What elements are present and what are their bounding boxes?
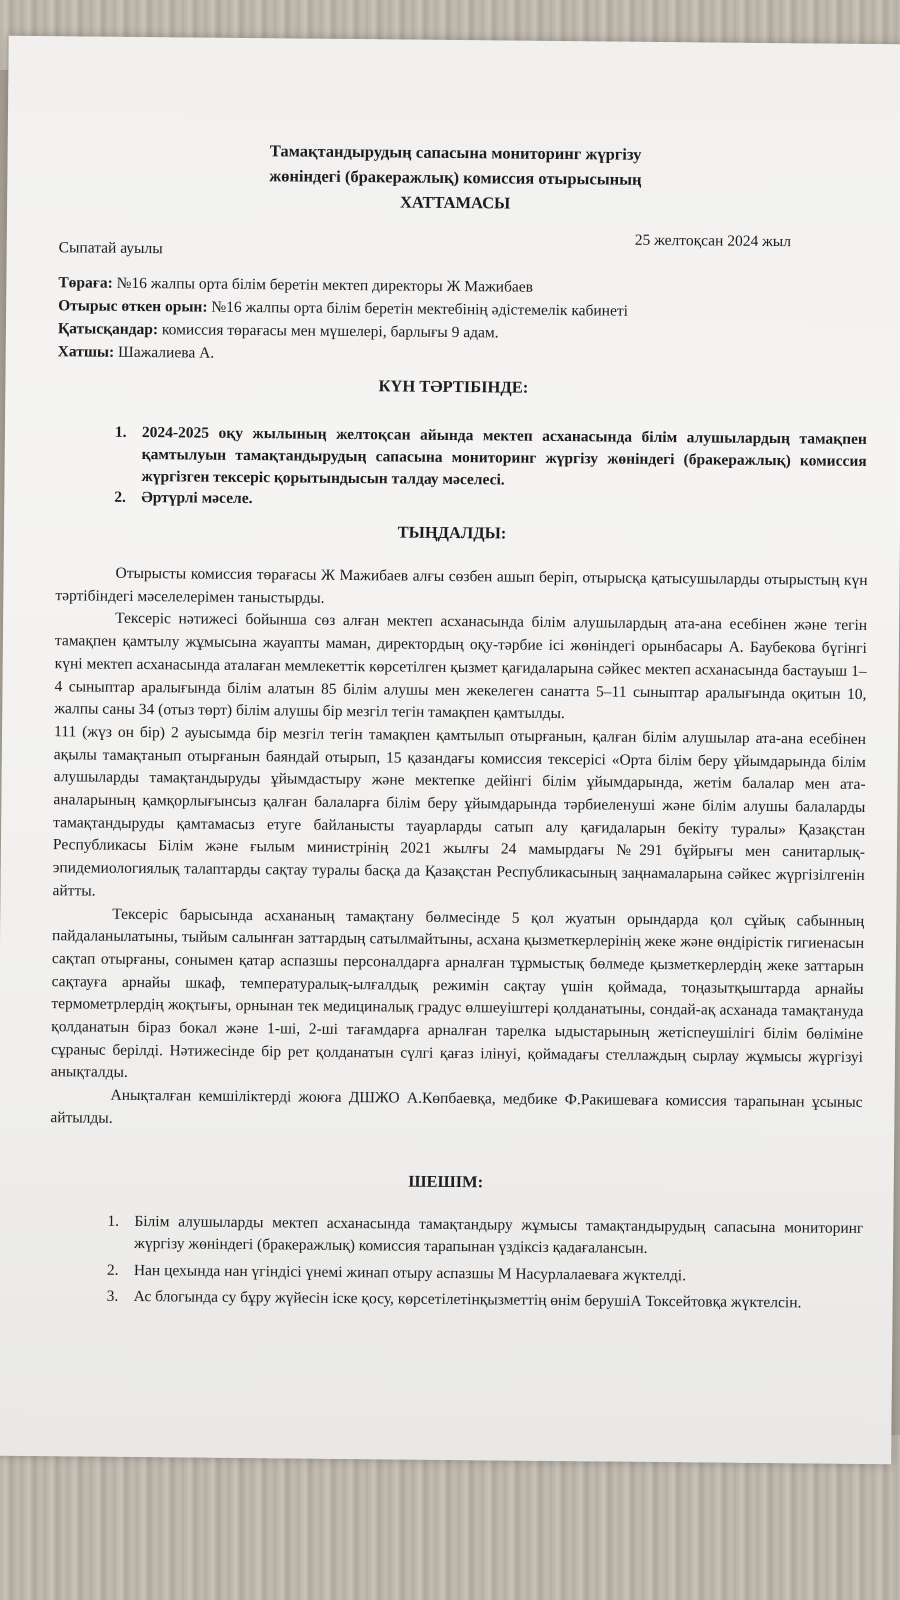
agenda-item-number: 2. [114,488,127,506]
paragraph: Тексеріс барысында асхананың тамақтану бөлмесінде 5 қол жуатын орындарда қол сұйық сабынның пайдаланылатыны, тыйым салынған заттардың сатылмайтыны, асхана қызметкерлерінің жеке және өндірістік гигиенасын сақтап отырғаны, сонымен қатар аспазшы персоналдарға арналған тұрмыстық бөлмеде қызметкерлердің жеке заттарын сақтауға арнайы шкаф, температуралық-ылғалдық режимін сақтау үшін қоймада, тоңазытқыштарда арнайы термометрлердің жоқтығы, орнынан тек медициналық градус өлшеуіштері қолданатыны, сондай-ақ асханада тамақтануда қолданатын біраз бокал және 1-ші, 2-ші тағамдарға арналған тарелка ыдыстарының жетіспеушілігі білім бөліміне сұраныс берілді. Нәтижесінде бір рет қолданатын сүлгі қағаз ілінуі, қоймадағы стеллаждың сырлау жұмысы жүргізуі анықталды. [50,905,865,1082]
decision-item-number: 1. [107,1212,120,1230]
secretary-line [58,343,215,363]
document-page [0,36,900,1465]
decision-item-text: Нан цехында нан үгіндісі үнемі жинап отыру аспазшы М Насурлалаеваға жүктелді. [133,1261,687,1285]
chair-line [58,274,533,297]
decision-item-text: Ас блогында су бұру жүйесін іске қосу, көрсетілетінқызметтің өнім берушіА Токсейтовқа жүктелсін. [133,1287,802,1312]
document-date: 25 желтоқсан 2024 жыл [634,231,792,251]
secretary-value: Шажалиева А. [114,343,215,362]
document-title-line-1: Тамақтандырудың сапасына мониторинг жүргізу [269,141,642,164]
place-label: Отырыс өткен орын: [58,297,208,316]
participants-label: Қатысқандар: [57,320,159,339]
village-name: Сыпатай ауылы [58,239,163,258]
place-line [58,297,628,320]
paragraph: Отырысты комиссия төрағасы Ж Мажибаев алғы сөзбен ашып беріп, отырысқа қатысушыларды отырыстың күн тәртібіндегі мәселелерімен таныстырды. [55,564,868,607]
chair-value: №16 жалпы орта білім беретін мектеп директоры Ж Мажибаев [112,274,534,296]
paragraph: 111 (жүз он бір) 2 ауысымда бір мезгіл тегін тамақпен қамтылып отырғанын, қалған білім алушылар ата-ана есебінен ақылы тамақтанып отырғанын баяндай отырып, 15 қазандағы комиссия тексерісі «Орта білім беру ұйымдарында білім алушыларды тамақтандыруды ұйымдастыру және мектепке дейінгі білім ұйымдарында, жетім балалар мен ата-аналарының қамқорлығынсыз қалған балаларға білім беру ұйымдарында тәрбиеленуші және білім алушы балаларды тамақтандыруды қамтамасыз етуге байланысты тауарларды сатып алу қағидаларын бекіту туралы» Қазақстан Республикасы Білім және ғылым министрінің 2021 жылғы 24 мамырдағы №291 бұйрығы мен санитарлық-эпидемиологиялық талаптарды сақтау туралы басқа да Қазақстан Республикасының заңнамаларына сәйкес жүргізілгенін айтты. [52,723,867,900]
listened-body [50,562,867,1137]
participants-line [58,320,499,342]
decision-heading: ШЕШІМ: [408,1171,484,1192]
document-title-line-2: жөніндегі (бракеражлық) комиссия отырысының [269,166,642,189]
chair-label: Төраға: [58,274,113,292]
decision-item [107,1260,863,1289]
paragraph: Тексеріс нәтижесі бойынша сөз алған мектеп асханасында білім алушылардың ата-ана есебінен және тегін тамақпен қамтылу жұмысына жауапты маман, директордың оқу-тәрбие ісі жөніндегі орынбасары А. Баубекова бүгінгі күні мектеп асханасында аталаған мемлекеттік көрсетілген қызмет қағидаларына сәйкес мектеп асханасында бастауыш 1–4 сыныптар аралығында білім алатын 85 білім алушы мен жекелеген санатта 5–11 сыныптар аралығында оқитын 10, жалпы саны 34 (отыз төрт) білім алушы бір мезгіл тегін тамақпен қамтылды. [54,610,868,723]
agenda-heading: КҮН ТӘРТІБІНДЕ: [378,376,529,397]
agenda-item-text: 2024-2025 оқу жылының желтоқсан айында мектеп асханасында білім алушылардың тамақпен қамтылуын тамақтандырудың сапасына мониторинг жүргізу жөніндегі (бракеражлық) комиссия жүргізген тексеріс қорытындысын талдау мәселесі. [141,424,867,489]
decision-item [107,1286,863,1315]
paragraph: Анықталған кемшіліктерді жоюға ДШЖО А.Көпбаевқа, медбике Ф.Ракишеваға комиссия тарапынан ұсыныс айтылды. [50,1086,863,1127]
agenda-item-text: Әртүрлі мәселе. [141,489,253,508]
secretary-label: Хатшы: [57,343,115,361]
decision-item [107,1211,863,1262]
decision-item-number: 2. [106,1261,119,1279]
document-title-line-3: ХАТТАМАСЫ [399,192,511,213]
place-value: №16 жалпы орта білім беретін мектебінің әдістемелік кабинеті [207,298,629,320]
agenda-item [114,422,867,495]
listened-heading: ТЫҢДАЛДЫ: [397,522,507,543]
agenda-item-number: 1. [114,423,127,441]
decision-item-number: 3. [106,1287,119,1305]
participants-value: комиссия төрағасы мен мүшелері, барлығы 9 адам. [158,321,499,342]
decision-item-text: Білім алушыларды мектеп асханасында тамақтандыру жұмысы тамақтандырудың сапасына мониторинг жүргізу жөніндегі (бракеражлық) комиссия тарапынан үздіксіз қадағалансын. [134,1212,864,1257]
